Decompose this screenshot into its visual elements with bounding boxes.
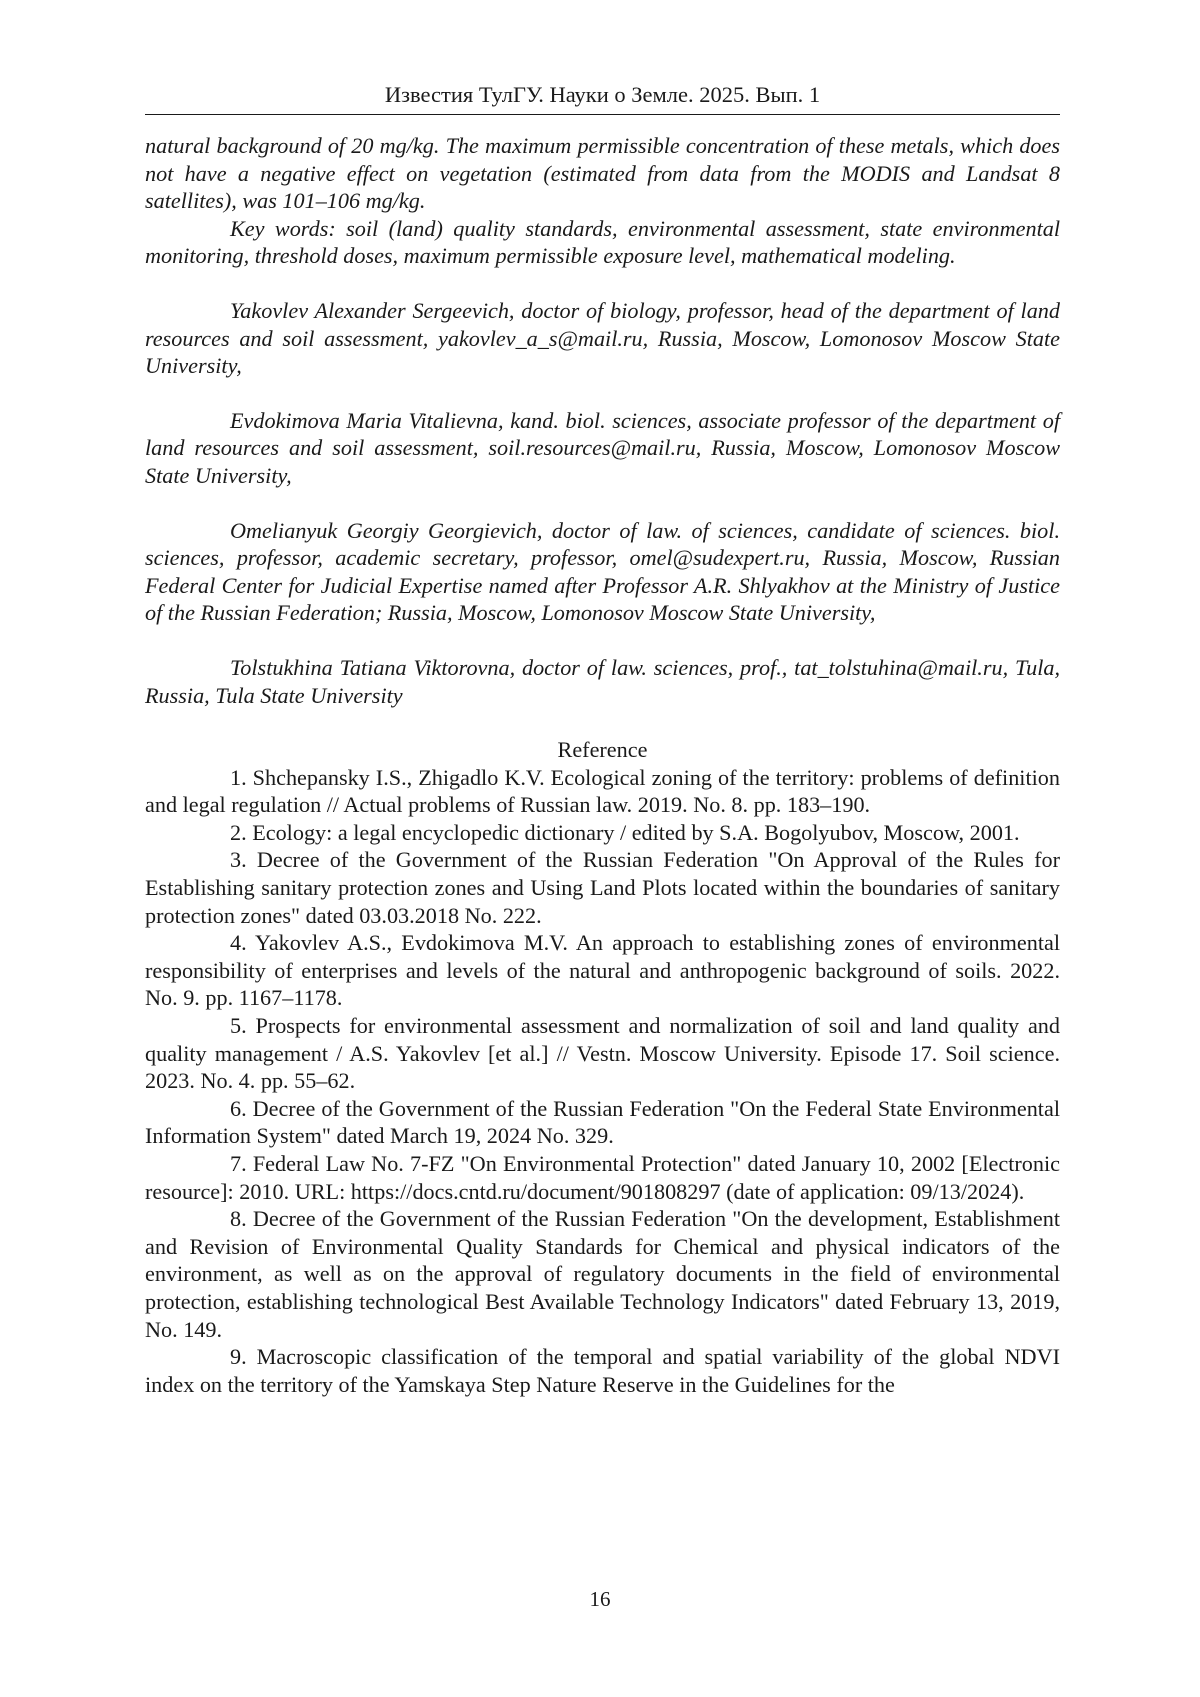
reference-item: 6. Decree of the Government of the Russian Federation "On the Federal State Environmental Information System" dated March 19, 2024 No. 329. [145, 1095, 1060, 1149]
page-number: 16 [589, 1587, 611, 1611]
page-content [145, 80, 1060, 1398]
author-info: Omelianyuk Georgiy Georgievich, doctor of law. of sciences, candidate of sciences. biol. sciences, professor, academic secretary, professor, omel@sudexpert.ru, Russia, Moscow, Russian Federal Center for Judicial Expertise named after Professor A.R. Shlyakhov at the Ministry of Justice of the Russian Federation; Russia, Moscow, Lomonosov Moscow State University, [145, 517, 1060, 626]
author-info: Yakovlev Alexander Sergeevich, doctor of biology, professor, head of the department of land resources and soil assessment, yakovlev_a_s@mail.ru, Russia, Moscow, Lomonosov Moscow State University, [145, 297, 1060, 379]
reference-item: 8. Decree of the Government of the Russian Federation "On the development, Establishment and Revision of Environmental Quality Standards for Chemical and physical indicators of the environment, as well as on the approval of regulatory documents in the field of environmental protection, establishing technological Best Available Technology Indicators" dated February 13, 2019, No. 149. [145, 1206, 1060, 1342]
running-header: Известия ТулГУ. Науки о Земле. 2025. Вып. 1 [145, 80, 1060, 115]
reference-item: 2. Ecology: a legal encyclopedic dictionary / edited by S.A. Bogolyubov, Moscow, 2001. [230, 819, 1020, 845]
keywords-paragraph: Key words: soil (land) quality standards, environmental assessment, state environmental monitoring, threshold doses, maximum permissible exposure level, mathematical modeling. [145, 215, 1060, 269]
reference-item: 9. Macroscopic classification of the temporal and spatial variability of the global NDVI index on the territory of the Yamskaya Step Nature Reserve in the Guidelines for the [145, 1344, 1060, 1397]
abstract-block [145, 132, 1060, 270]
reference-item: 7. Federal Law No. 7-FZ "On Environmental Protection" dated January 10, 2002 [Electronic resource]: 2010. URL: https://docs.cntd.ru/document/901808297 (date of application: 09/13/2024). [145, 1151, 1060, 1204]
author-info: Tolstukhina Tatiana Viktorovna, doctor of law. sciences, prof., tat_tolstuhina@mail.ru, Tula, Russia, Tula State University [145, 654, 1060, 708]
reference-item: 4. Yakovlev A.S., Evdokimova M.V. An approach to establishing zones of environmental responsibility of enterprises and levels of the natural and anthropogenic background of soils. 2022. No. 9. pp. 1167–1178. [145, 930, 1060, 1011]
references-list [145, 764, 1060, 1399]
reference-item: 1. Shchepansky I.S., Zhigadlo K.V. Ecological zoning of the territory: problems of definition and legal regulation // Actual problems of Russian law. 2019. No. 8. pp. 183–190. [145, 764, 1060, 818]
author-info: Evdokimova Maria Vitalievna, kand. biol. sciences, associate professor of the department of land resources and soil assessment, soil.resources@mail.ru, Russia, Moscow, Lomonosov Moscow State University, [145, 407, 1060, 488]
abstract-continuation: natural background of 20 mg/kg. The maximum permissible concentration of these metals, which does not have a negative effect on vegetation (estimated from data from the MODIS and Landsat 8 satellites), was 101–106 mg/kg. [145, 133, 1060, 214]
reference-item: 3. Decree of the Government of the Russian Federation "On Approval of the Rules for Establishing sanitary protection zones and Using Land Plots located within the boundaries of sanitary protection zones" dated 03.03.2018 No. 222. [145, 847, 1060, 928]
references-heading: Reference [557, 737, 648, 763]
reference-item: 5. Prospects for environmental assessment and normalization of soil and land quality and quality management / A.S. Yakovlev [et al.] // Vestn. Moscow University. Episode 17. Soil science. 2023. No. 4. pp. 55–62. [145, 1013, 1060, 1094]
